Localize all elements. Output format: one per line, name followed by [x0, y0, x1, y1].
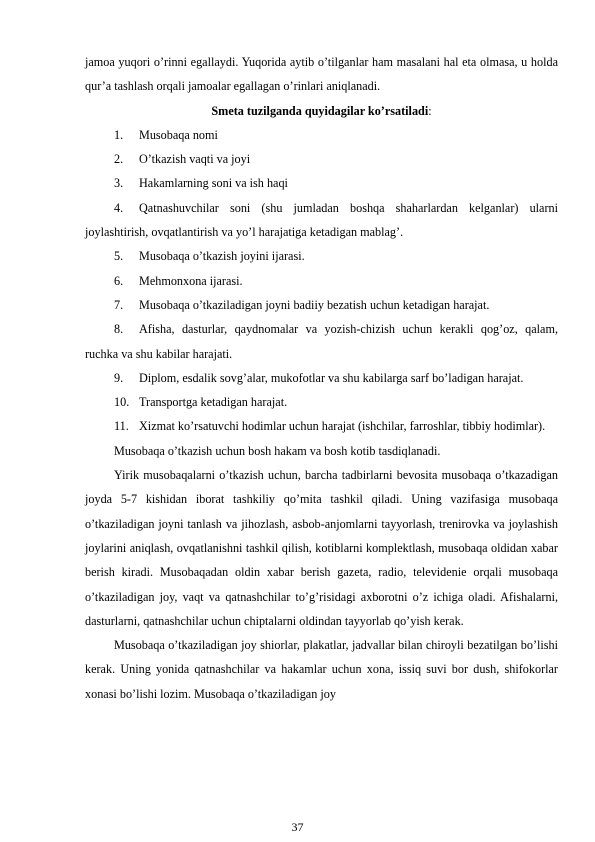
list-item [85, 293, 558, 317]
list-item-number: 1. [114, 127, 124, 142]
list-item [85, 317, 558, 366]
list-item-text: Musobaqa o’tkaziladigan joyni badiiy bezatish uchun ketadigan harajat. [139, 297, 490, 312]
list-item-number: 6. [114, 273, 124, 288]
page-body [85, 50, 558, 706]
list-item [85, 196, 558, 245]
list-item-number: 2. [114, 152, 124, 167]
list-item [85, 244, 558, 268]
list-item [85, 390, 558, 414]
list-item-number: 9. [114, 370, 124, 385]
page-number: 37 [291, 820, 304, 834]
list-item-number: 5. [114, 249, 124, 264]
list-item-number: 4. [114, 200, 124, 215]
list-item-text: Qatnashuvchilar soni (shu jumladan boshqa shaharlardan kelganlar) ularni joylashtirish, ovqatlantirish va yo’l harajatiga ketadigan mablag’. [85, 200, 558, 240]
list-item-text: Mehmonxona ijarasi. [139, 273, 243, 288]
list-item [85, 366, 558, 390]
list-item [85, 147, 558, 171]
list-item-text: Musobaqa o’tkazish joyini ijarasi. [139, 249, 305, 264]
body-paragraph: Musobaqa o’tkaziladigan joy shiorlar, plakatlar, jadvallar bilan chiroyli bezatilgan bo’lishi kerak. Uning yonida qatnashchilar va hakamlar uchun xona, issiq suvi bor dush, shifokorlar xonasi bo’lishi lozim. Musobaqa o’tkaziladigan joy [85, 638, 558, 701]
list-item-text: Hakamlarning soni va ish haqi [139, 176, 288, 191]
list-item-text: Xizmat ko’rsatuvchi hodimlar uchun harajat (ishchilar, farroshlar, tibbiy hodimlar). [139, 419, 546, 434]
list-item [85, 414, 558, 438]
list-item [85, 269, 558, 293]
intro-paragraph: jamoa yuqori o’rinni egallaydi. Yuqorida aytib o’tilganlar ham masalani hal eta olmasa, u holda qur’a tashlash orqali jamoalar egallagan o’rinlari aniqlanadi. [85, 55, 558, 94]
list-item-number: 8. [114, 322, 124, 337]
list-item-text: Musobaqa nomi [139, 127, 218, 142]
list-item-text: Afisha, dasturlar, qaydnomalar va yozish-chizish uchun kerakli qog’oz, qalam, ruchka va shu kabilar harajati. [85, 322, 558, 361]
list-item-text: O’tkazish vaqti va joyi [139, 152, 251, 167]
list-item [85, 123, 558, 147]
section-heading [85, 99, 558, 123]
section-heading-text: Smeta tuzilganda quyidagilar ko’rsatiladi [211, 103, 429, 118]
list-item [85, 171, 558, 195]
list-item-number: 3. [114, 176, 124, 191]
section-heading-colon: : [428, 103, 432, 118]
list-item-number: 10. [114, 395, 130, 410]
body-paragraph: Musobaqa o’tkazish uchun bosh hakam va bosh kotib tasdiqlanadi. [114, 443, 441, 458]
list-item-number: 7. [114, 297, 124, 312]
list-item-text: Diplom, esdalik sovg’alar, mukofotlar va shu kabilarga sarf bo’ladigan harajat. [139, 370, 524, 385]
list-item-text: Transportga ketadigan harajat. [139, 395, 288, 410]
list-item-number: 11. [114, 419, 129, 434]
body-paragraph: Yirik musobaqalarni o’tkazish uchun, barcha tadbirlarni bevosita musobaqa o’tkazadigan joyda 5-7 kishidan iborat tashkiliy qo’mita tashkil qiladi. Uning vazifasiga musobaqa o’tkaziladigan joyni tanlash va jihozlash, asbob-anjomlarni tayyorlash, trenirovka va joylashish joylarini aniqlash, ovqatlanishni tashkil qilish, kotiblarni komplektlash, musobaqa oldidan xabar berish kiradi. Musobaqadan oldin xabar berish gazeta, radio, televidenie orqali musobaqa o’tkaziladigan joy, vaqt va qatnashchilar to’g’risidagi axborotni o’z ichiga oladi. Afishalarni, dasturlarni, qatnashchilar uchun chiptalarni oldindan tayyorlab qo’yish kerak. [85, 468, 558, 628]
smeta-list [85, 123, 558, 439]
